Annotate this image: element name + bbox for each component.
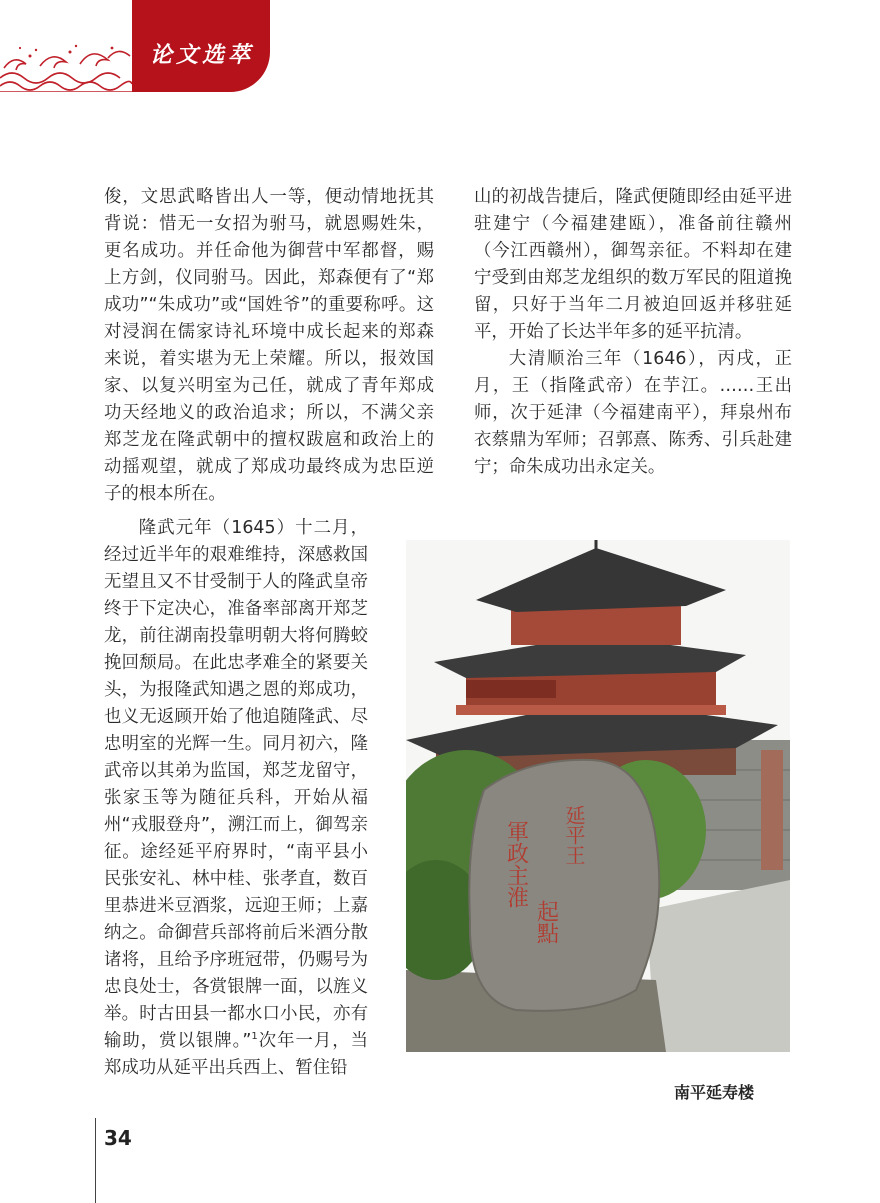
paragraph: 山的初战告捷后，隆武便随即经由延平进驻建宁（今福建建瓯），准备前往赣州（今江西赣州），御驾亲征。不料却在建宁受到由郑芝龙组织的数万军民的阻道挽留，只好于当年二月被迫回返并移驻延平，开始了长达半年多的延平抗清。: [474, 187, 792, 342]
photo-caption: 南平延寿楼: [674, 1083, 755, 1102]
body-column-right: [474, 184, 792, 481]
body-column-left: [104, 184, 434, 508]
photo-yanshou-tower: [406, 540, 790, 1052]
section-title: 论文选萃: [150, 42, 255, 68]
svg-text:軍政主淮: 軍政主淮: [503, 820, 529, 908]
paragraph: [104, 515, 368, 1082]
footnote-ref: 1: [251, 1031, 258, 1043]
wave-ornament-icon: [0, 38, 132, 92]
body-column-middle: [104, 515, 368, 1082]
svg-text:延平王: 延平王: [562, 805, 586, 865]
header-band: [0, 0, 270, 92]
page-number-rule: [95, 1118, 96, 1203]
paragraph-text-cont: 次年一月，当郑成功从延平出兵西上、暂住铅: [104, 1031, 368, 1078]
paragraph: 大清顺治三年（1646），丙戌，正月，王（指隆武帝）在芋江。……王出师，次于延津（今福建南平），拜泉州布衣蔡鼎为军师；召郭熹、陈秀、引兵赴建宁；命朱成功出永定关。: [474, 349, 792, 477]
yanshou-tower-illustration: [406, 540, 790, 1052]
paragraph: 俊，文思武略皆出人一等，便动情地抚其背说：惜无一女招为驸马，就恩赐姓朱，更名成功。并任命他为御营中军都督，赐上方剑，仪同驸马。因此，郑森便有了“郑成功”“朱成功”或“国姓爷”的重要称呼。这对浸润在儒家诗礼环境中成长起来的郑森来说，着实堪为无上荣耀。所以，报效国家、以复兴明室为己任，就成了青年郑成功天经地义的政治追求；所以，不满父亲郑芝龙在隆武朝中的擅权跋扈和政治上的动摇观望，就成了郑成功最终成为忠臣逆子的根本所在。: [104, 187, 434, 504]
paragraph-text: 隆武元年（1645）十二月，经过近半年的艰难维持，深感救国无望且又不甘受制于人的隆武皇帝终于下定决心，准备率部离开郑芝龙，前往湖南投靠明朝大将何腾蛟挽回颓局。在此忠孝难全的紧要关头，为报隆武知遇之恩的郑成功，也义无返顾开始了他追随隆武、尽忠明室的光辉一生。同月初六，隆武帝以其弟为监国，郑芝龙留守，张家玉等为随征兵科，开始从福州“戎服登舟”，溯江而上，御驾亲征。途经延平府界时，“南平县小民张安礼、林中桂、张孝直，数百里恭进米豆酒浆，远迎王师；上嘉纳之。命御营兵部将前后米酒分散诸将，且给予序班冠带，仍赐号为忠良处士，各赏银牌一面，以旌义举。时古田县一都水口小民，亦有输助，赏以银牌。”: [104, 518, 368, 1051]
svg-text:起點: 起點: [533, 900, 559, 944]
page-number: 34: [104, 1126, 132, 1150]
